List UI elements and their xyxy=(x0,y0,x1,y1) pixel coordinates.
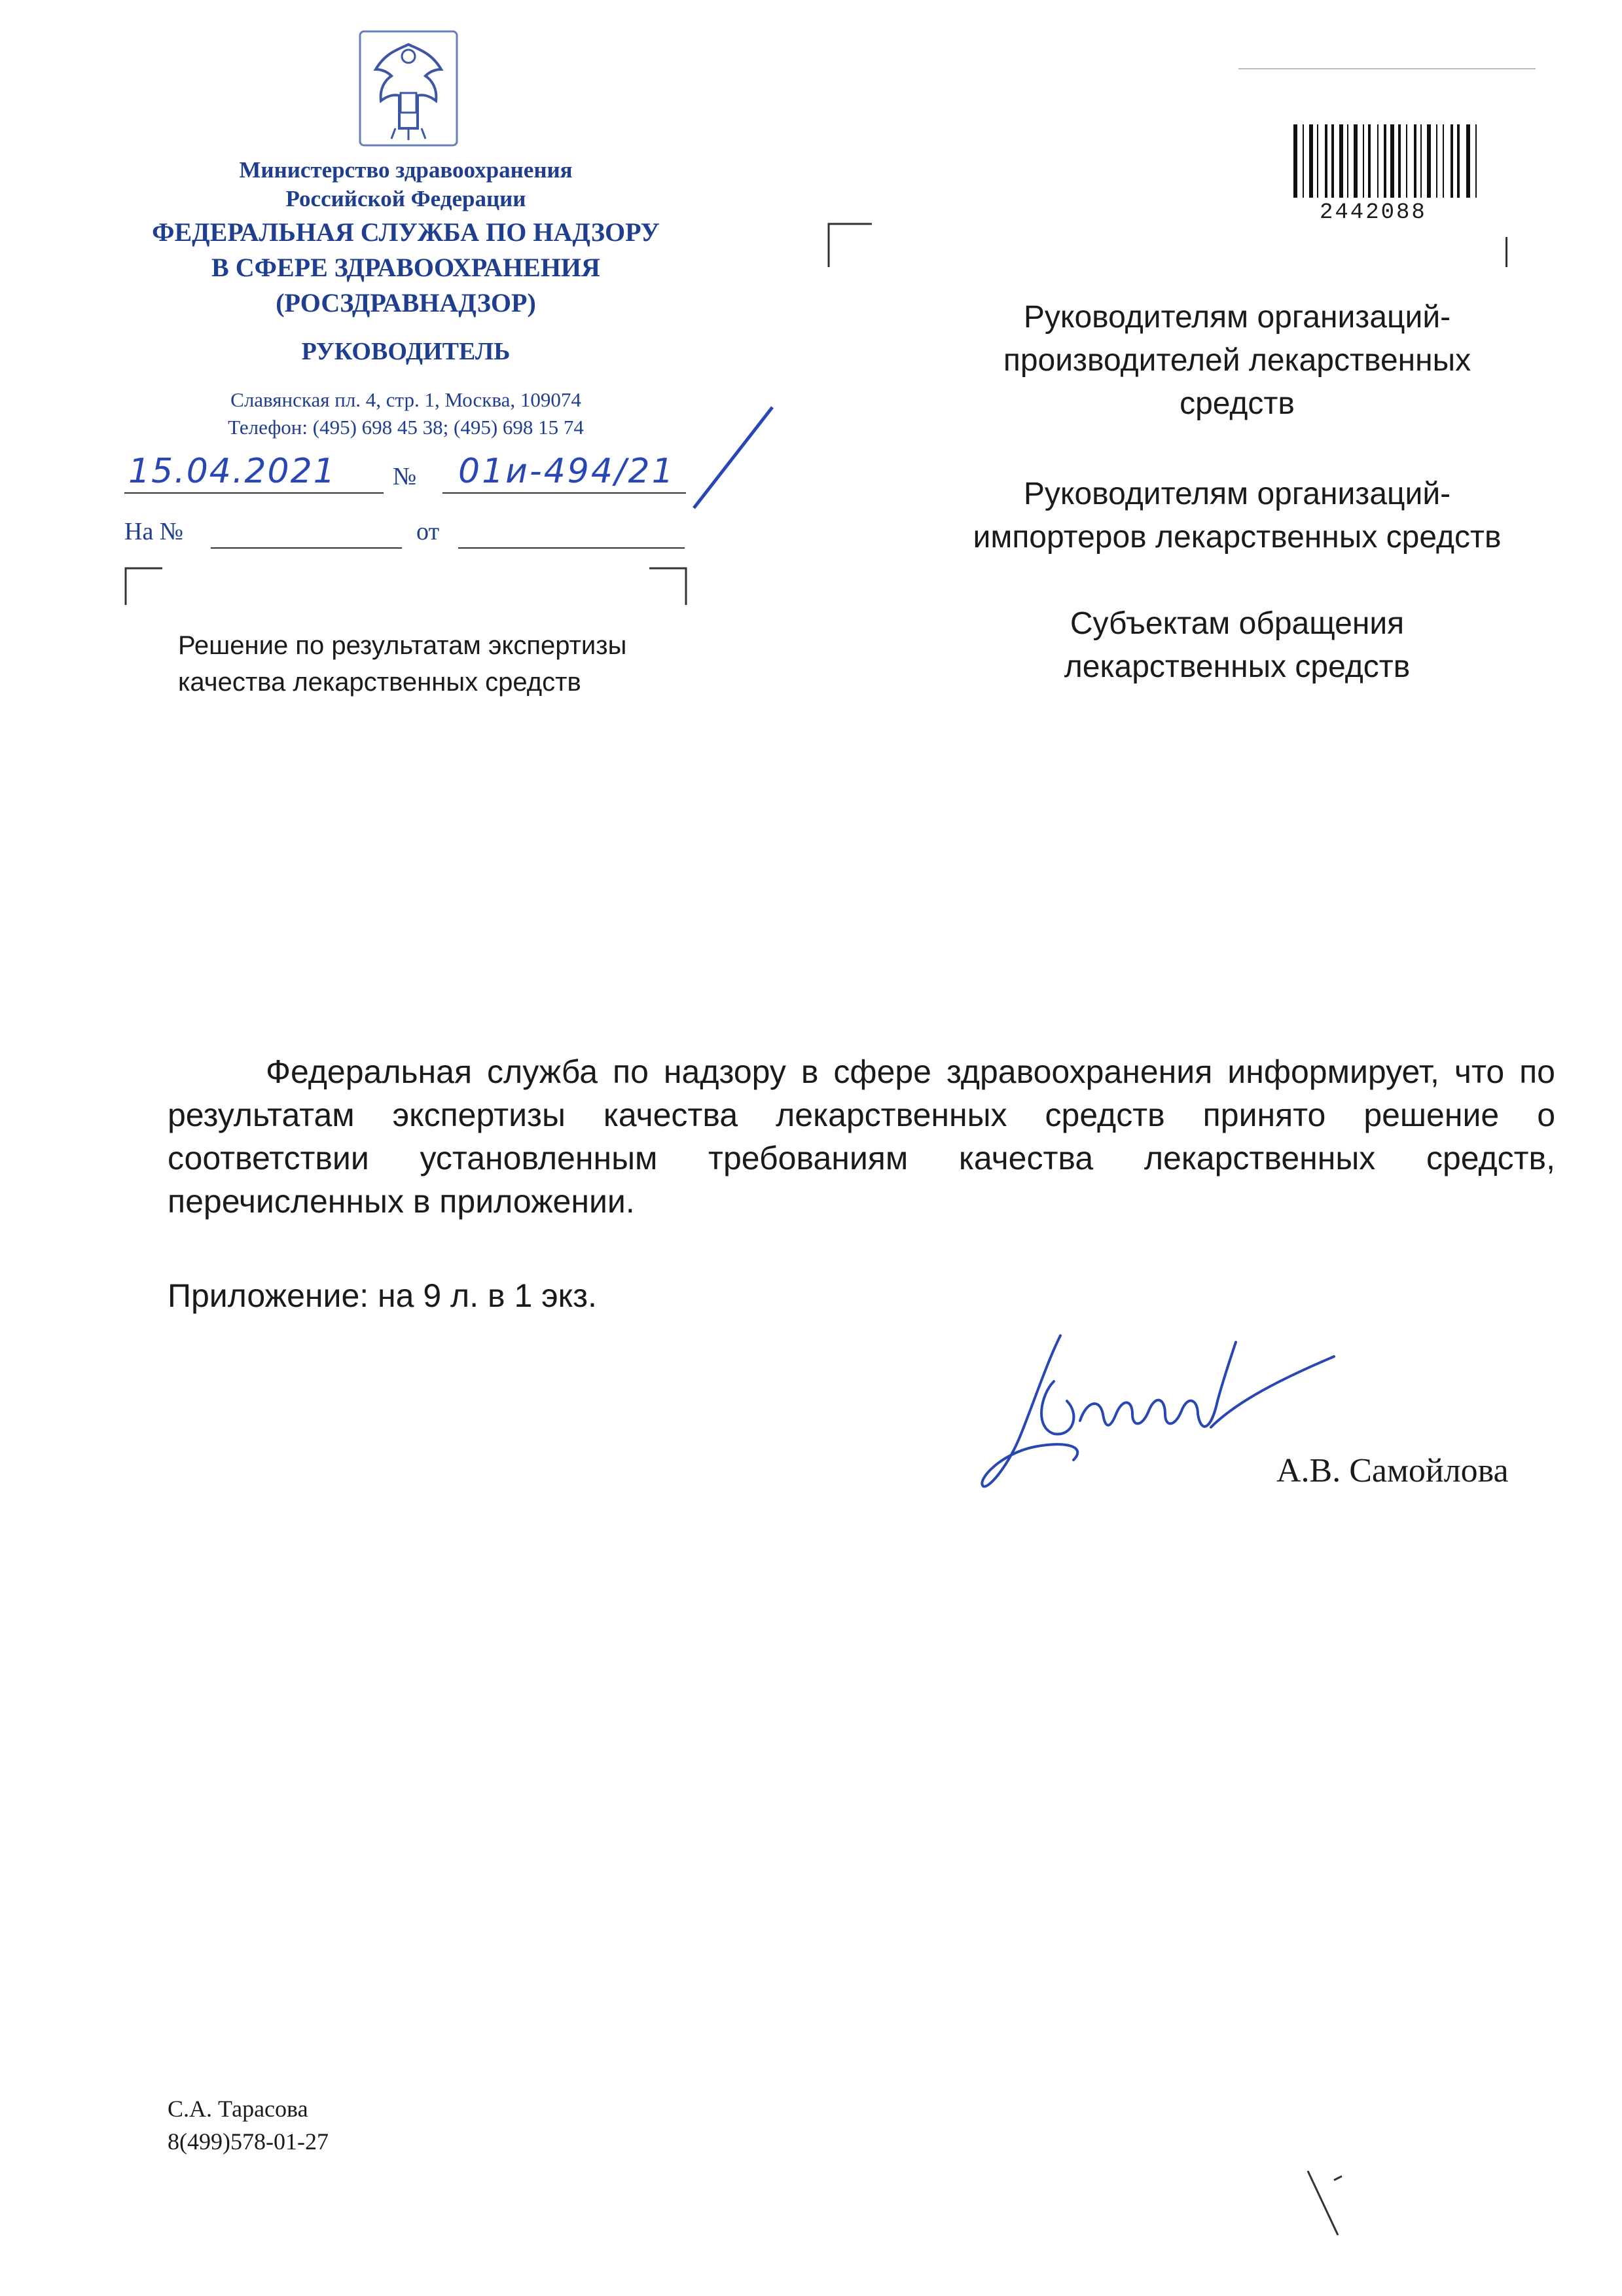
ministry-line-1: Министерство здравоохранения xyxy=(239,157,573,183)
reply-to-label: На № xyxy=(124,518,184,545)
addressee-importers xyxy=(916,473,1558,559)
date-underline xyxy=(124,492,384,494)
addressee-line: импортеров лекарственных средств xyxy=(973,520,1502,555)
registration-number: 01и-494/21 xyxy=(458,452,676,491)
ministry-name xyxy=(124,156,687,213)
address-line: Славянская пл. 4, стр. 1, Москва, 109074 xyxy=(230,388,581,411)
addressee-manufacturers xyxy=(916,296,1558,426)
reply-to-number-field xyxy=(211,547,402,549)
agency-line-3: (РОСЗДРАВНАДЗОР) xyxy=(276,288,536,318)
addressee-subjects xyxy=(916,602,1558,689)
body-paragraph: Федеральная служба по надзору в сфере здравоохранения информирует, что по результатам экспертизы качества лекарственных средств принято решение о соответствии установленным требованиям качества лекарственных средств, перечисленных в приложении. xyxy=(168,1053,1555,1220)
agency-line-2: В СФЕРЕ ЗДРАВООХРАНЕНИЯ xyxy=(211,253,600,282)
pen-mark xyxy=(1303,2167,1348,2246)
ministry-line-2: Российской Федерации xyxy=(285,186,526,211)
from-label: от xyxy=(416,518,440,545)
corner-bracket-left xyxy=(124,567,164,606)
barcode-number: 2442088 xyxy=(1320,200,1427,225)
registration-slash-mark xyxy=(681,402,779,513)
agency-line-1: ФЕДЕРАЛЬНАЯ СЛУЖБА ПО НАДЗОРУ xyxy=(152,217,660,247)
addressee-line: средств xyxy=(1180,386,1295,421)
subject-line-1: Решение по результатам экспертизы xyxy=(178,631,627,660)
subject-line-2: качества лекарственных средств xyxy=(178,668,581,697)
agency-name xyxy=(105,215,707,321)
addressee-line: Субъектам обращения xyxy=(1070,606,1405,641)
barcode-icon xyxy=(1291,124,1487,202)
signer-name: А.В. Самойлова xyxy=(1276,1452,1509,1489)
role-title: РУКОВОДИТЕЛЬ xyxy=(301,338,511,365)
executor-info xyxy=(168,2092,329,2158)
number-sign: № xyxy=(393,463,417,490)
phone-line: Телефон: (495) 698 45 38; (495) 698 15 74 xyxy=(228,416,584,439)
attachment-note: Приложение: на 9 л. в 1 экз. xyxy=(168,1277,597,1314)
coat-of-arms-icon xyxy=(359,30,458,147)
agency-address xyxy=(124,386,687,441)
from-date-field xyxy=(458,547,685,549)
number-underline xyxy=(442,492,686,494)
addressee-line: Руководителям организаций- xyxy=(1023,300,1451,335)
letter-subject xyxy=(178,627,715,701)
corner-bracket-right xyxy=(648,567,687,606)
registration-date: 15.04.2021 xyxy=(128,452,336,491)
addressee-line: производителей лекарственных xyxy=(1003,343,1471,378)
executor-phone: 8(499)578-01-27 xyxy=(168,2128,329,2155)
corner-bracket-addressee-right xyxy=(1505,237,1507,267)
addressee-line: лекарственных средств xyxy=(1064,649,1411,684)
corner-bracket-addressee xyxy=(827,223,873,268)
executor-name: С.А. Тарасова xyxy=(168,2096,308,2122)
addressee-line: Руководителям организаций- xyxy=(1023,477,1451,511)
header-rule xyxy=(1238,68,1536,69)
